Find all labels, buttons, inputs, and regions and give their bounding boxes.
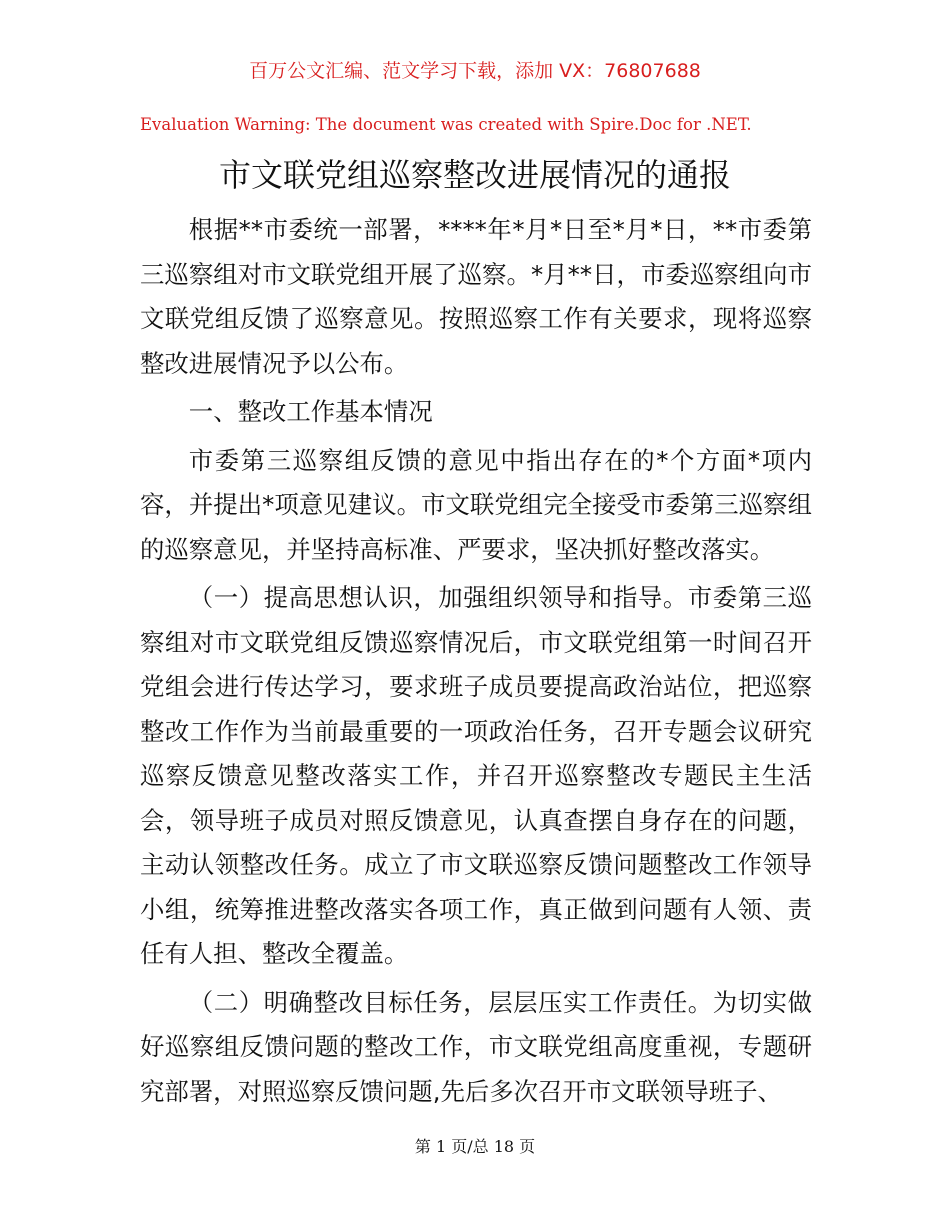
paragraph-summary: 市委第三巡察组反馈的意见中指出存在的*个方面*项内容，并提出*项意见建议。市文联党组完全接受市委第三巡察组的巡察意见，并坚持高标准、严要求，坚决抓好整改落实。 <box>140 445 812 564</box>
document-title: 市文联党组巡察整改进展情况的通报 <box>218 156 731 194</box>
paragraph-item-2: （二）明确整改目标任务，层层压实工作责任。为切实做好巡察组反馈问题的整改工作，市文联党组高度重视，专题研究部署，对照巡察反馈问题,先后多次召开市文联领导班子、 <box>140 987 812 1106</box>
section-heading: 一、整改工作基本情况 <box>188 397 433 426</box>
paragraph-intro: 根据**市委统一部署，****年*月*日至*月*日，**市委第三巡察组对市文联党组开展了巡察。*月**日，市委巡察组向市文联党组反馈了巡察意见。按照巡察工作有关要求，现将巡察整改进展情况予以公布。 <box>140 215 812 378</box>
download-banner: 百万公文汇编、范文学习下载，添加 VX：76807688 <box>249 60 701 82</box>
paragraph-item-1: （一）提高思想认识，加强组织领导和指导。市委第三巡察组对市文联党组反馈巡察情况后，市文联党组第一时间召开党组会进行传达学习，要求班子成员要提高政治站位，把巡察整改工作作为当前最重要的一项政治任务，召开专题会议研究巡察反馈意见整改落实工作，并召开巡察整改专题民主生活会，领导班子成员对照反馈意见，认真查摆自身存在的问题，主动认领整改任务。成立了市文联巡察反馈问题整改工作领导小组，统筹推进整改落实各项工作，真正做到问题有人领、责任有人担、整改全覆盖。 <box>140 583 812 968</box>
page-number: 第 1 页/总 18 页 <box>414 1137 536 1156</box>
document-body <box>140 208 812 1118</box>
evaluation-warning: Evaluation Warning: The document was created with Spire.Doc for .NET. <box>140 115 752 134</box>
